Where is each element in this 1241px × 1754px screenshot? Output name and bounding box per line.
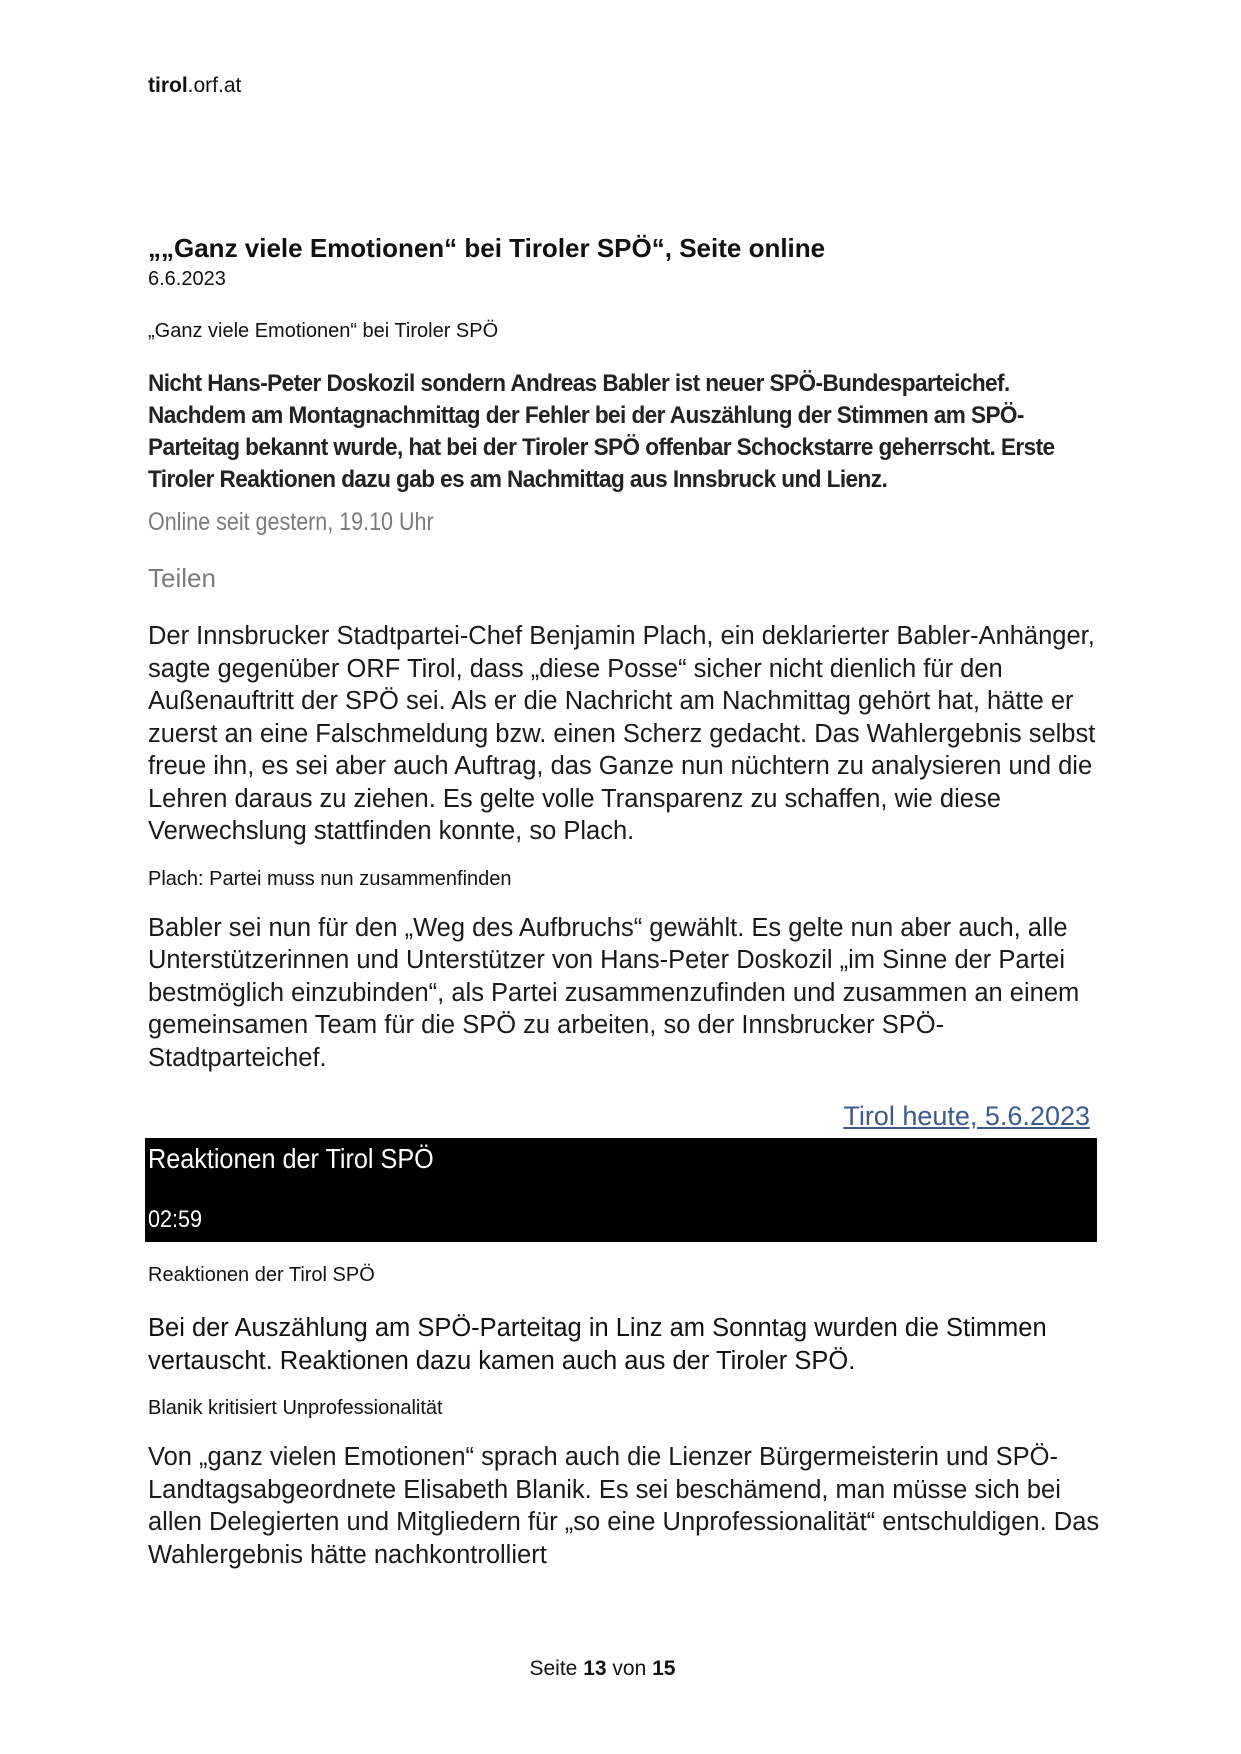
- video-player[interactable]: [145, 1138, 1097, 1242]
- site-header: [148, 74, 241, 98]
- article-kicker: „Ganz viele Emotionen“ bei Tiroler SPÖ: [148, 320, 499, 342]
- page-middle: von: [612, 1657, 647, 1680]
- online-since-timestamp: Online seit gestern, 19.10 Uhr: [148, 508, 434, 536]
- video-source-link[interactable]: Tirol heute, 5.6.2023: [843, 1101, 1090, 1131]
- site-name-bold: tirol: [148, 74, 188, 97]
- share-button[interactable]: Teilen: [148, 563, 216, 593]
- video-duration: 02:59: [148, 1206, 203, 1233]
- video-source-row: [148, 1100, 1090, 1132]
- video-title: Reaktionen der Tirol SPÖ: [148, 1143, 434, 1174]
- current-page-number: 13: [583, 1657, 607, 1680]
- article-paragraph-3: Von „ganz vielen Emotionen“ sprach auch die Lienzer Bürgermeisterin und SPÖ-Landtagsabgeordnete Elisabeth Blanik. Es sei beschämend, man müsse sich bei allen Delegierten und Mitgliedern für „so eine Unprofessionalität“ entschuldigen. Das Wahlergebnis hätte nachkontrolliert: [148, 1443, 1100, 1569]
- video-caption: Reaktionen der Tirol SPÖ: [148, 1264, 375, 1286]
- subheading-blanik: Blanik kritisiert Unprofessionalität: [148, 1397, 443, 1419]
- page-footer: [0, 1657, 1241, 1681]
- total-page-number: 15: [652, 1657, 676, 1680]
- article-lead: Nicht Hans-Peter Doskozil sondern Andreas Babler ist neuer SPÖ-Bundesparteichef. Nachdem am Montagnachmittag der Fehler bei der Auszählung der Stimmen am SPÖ-Parteitag bekannt wurde, hat bei der Tiroler SPÖ offenbar Schockstarre geherrscht. Erste Tiroler Reaktionen dazu gab es am Nachmittag aus Innsbruck und Lienz.: [148, 370, 1055, 493]
- page-prefix: Seite: [529, 1657, 578, 1680]
- document-date: 6.6.2023: [148, 268, 226, 290]
- site-name-domain: .orf.at: [187, 74, 242, 97]
- article-paragraph-2: Babler sei nun für den „Weg des Aufbruchs“ gewählt. Es gelte nun aber auch, alle Unterstützerinnen und Unterstützer von Hans-Peter Doskozil „im Sinne der Partei bestmöglich einzubinden“, als Partei zusammenzufinden und zusammen an einem gemeinsamen Team für die SPÖ zu arbeiten, so der Innsbrucker SPÖ-Stadtparteichef.: [148, 913, 1080, 1072]
- document-title: „„Ganz viele Emotionen“ bei Tiroler SPÖ“, Seite online: [148, 233, 826, 263]
- article-paragraph-1: Der Innsbrucker Stadtpartei-Chef Benjamin Plach, ein deklarierter Babler-Anhänger, sagte gegenüber ORF Tirol, dass „diese Posse“ sicher nicht dienlich für den Außenauftritt der SPÖ sei. Als er die Nachricht am Nachmittag gehört hat, hätte er zuerst an eine Falschmeldung bzw. einen Scherz gedacht. Das Wahlergebnis selbst freue ihn, es sei aber auch Auftrag, das Ganze nun nüchtern zu analysieren und die Lehren daraus zu ziehen. Es gelte volle Transparenz zu schaffen, wie diese Verwechslung stattfinden konnte, so Plach.: [148, 622, 1096, 845]
- page-number: [530, 1657, 676, 1681]
- subheading-plach: Plach: Partei muss nun zusammenfinden: [148, 867, 512, 890]
- video-intro-text: Bei der Auszählung am SPÖ-Parteitag in Linz am Sonntag wurden die Stimmen vertauscht. Reaktionen dazu kamen auch aus der Tiroler SPÖ.: [148, 1314, 1047, 1375]
- document-content: [148, 232, 1098, 1571]
